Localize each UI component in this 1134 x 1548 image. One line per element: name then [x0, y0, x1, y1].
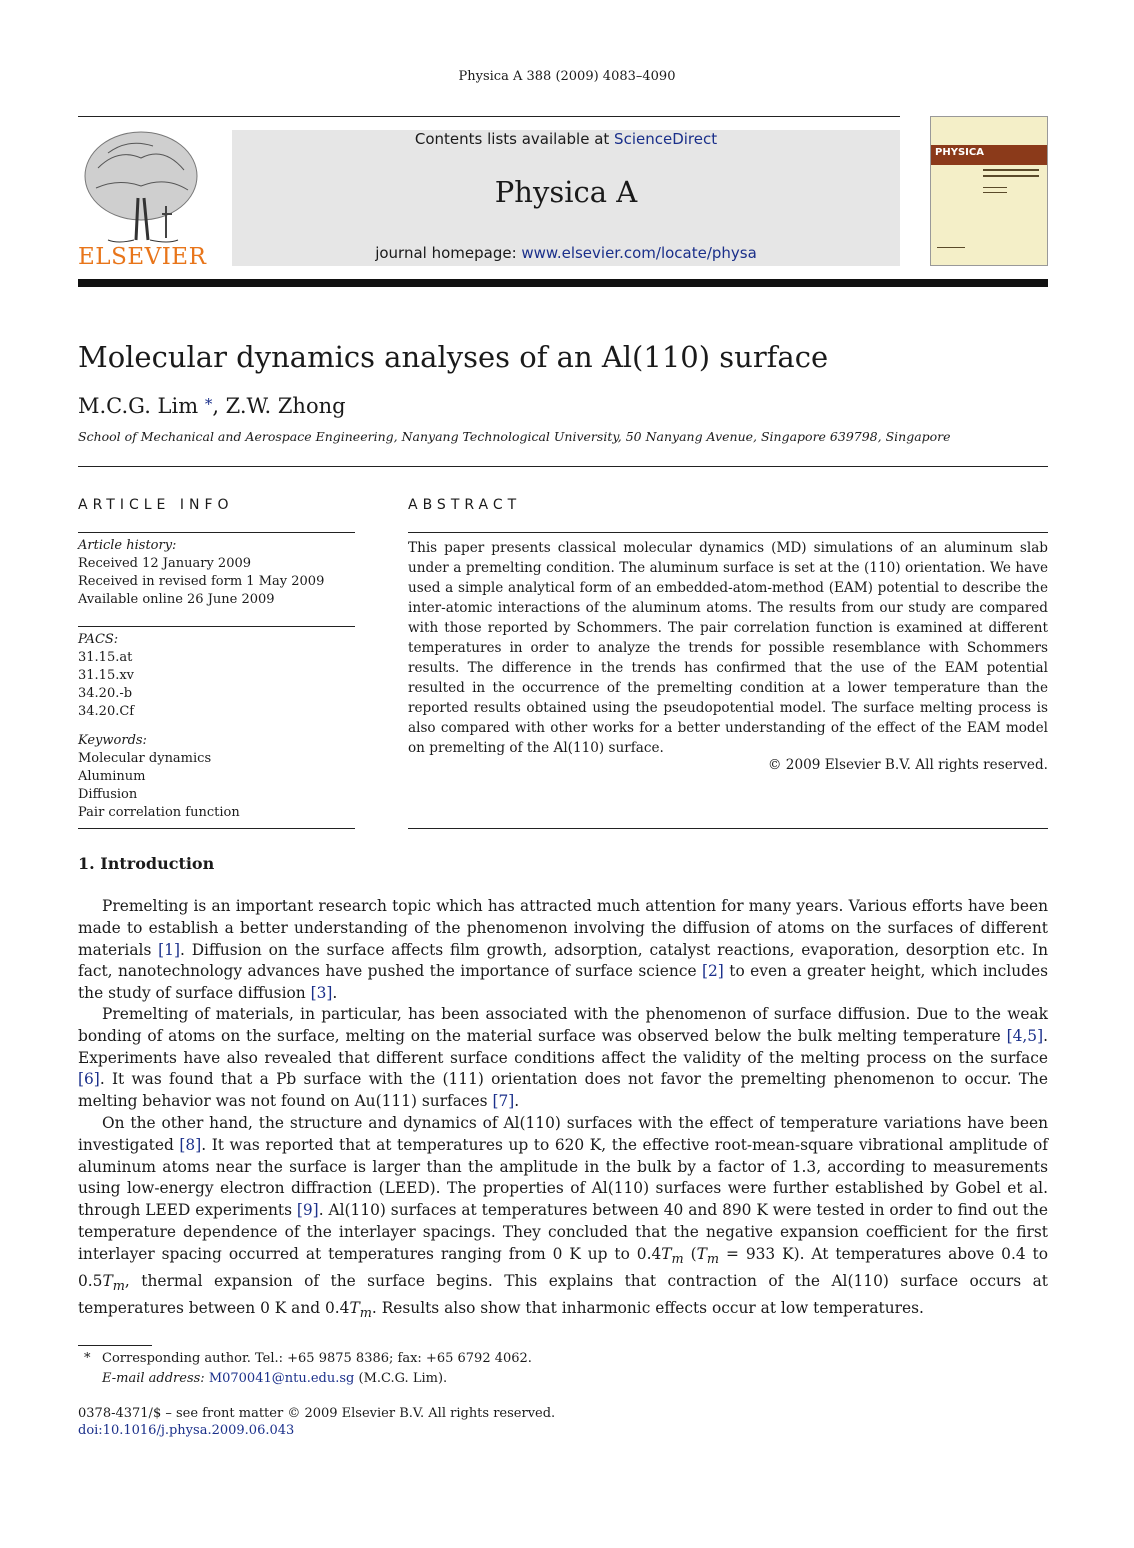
- abstract-heading: ABSTRACT: [408, 497, 522, 513]
- issn-line: 0378-4371/$ – see front matter © 2009 Elsevier B.V. All rights reserved.: [78, 1406, 556, 1421]
- math-symbol: T: [349, 1298, 360, 1317]
- homepage-prefix: journal homepage:: [375, 244, 522, 262]
- text-run: to even a greater height, which includes the study of surface diffusion: [78, 962, 1048, 1003]
- history-revised: Received in revised form 1 May 2009: [78, 574, 325, 589]
- text-run: Premelting of materials, in particular, has been associated with the phenomenon of surface diffusion. Due to the weak bonding of atoms on the surface, melting on the material surface was observed below the bulk melting temperature: [78, 1005, 1048, 1045]
- abstract-rule: [408, 828, 1048, 829]
- abstract-text: This paper presents classical molecular dynamics (MD) simulations of an aluminum slab under a premelting condition. The aluminum surface is set at the (110) orientation. We have used a simple analytical form of an embedded-atom-method (EAM) potential to describe the inter-atomic interactions of the aluminum atoms. The results from our study are compared with those reported by Schommers. The pair correlation function is examined at different temperatures in order to analyze the trends for possible resemblance with Schommers results. The difference in the trends has confirmed that the use of the EAM potential resulted in the occurrence of the premelting condition at a lower temperature than the reported results obtained using the pseudopotential model. The surface melting process is also compared with other works for a better understanding of the effect of the EAM model on premelting of the Al(110) surface.: [408, 540, 1048, 756]
- contents-prefix: Contents lists available at: [414, 130, 615, 148]
- math-subscript: m: [359, 1305, 372, 1321]
- section-heading-introduction: 1. Introduction: [78, 854, 215, 873]
- running-head: Physica A 388 (2009) 4083–4090: [458, 69, 676, 84]
- homepage-link[interactable]: www.elsevier.com/locate/physa: [521, 244, 757, 262]
- keyword: Pair correlation function: [78, 805, 240, 820]
- intro-paragraph: [78, 896, 1048, 1005]
- info-rule: [78, 626, 355, 627]
- pacs-label: PACS:: [78, 632, 119, 647]
- text-run: = 933 K). At temperatures above 0.4 to 0.5: [78, 1244, 1048, 1290]
- author-list: [78, 394, 346, 418]
- sciencedirect-link[interactable]: ScienceDirect: [614, 130, 718, 148]
- keywords-block: [78, 732, 355, 822]
- cover-line: [937, 247, 965, 248]
- affiliation-rule: [78, 466, 1048, 467]
- citation-link[interactable]: [4,5]: [1006, 1026, 1044, 1045]
- affiliation: School of Mechanical and Aerospace Engineering, Nanyang Technological University, 50 Nanyang Avenue, Singapore 639798, Singapore: [78, 429, 951, 444]
- journal-cover-thumbnail: [930, 116, 1048, 266]
- pacs-code: 34.20.-b: [78, 686, 133, 701]
- article-history: [78, 537, 355, 609]
- text-run: . It was reported that at temperatures up to 620 K, the effective root-mean-square vibrational amplitude of aluminum atoms near the surface is larger than the amplitude in the bulk by a factor of 1.3, according to measurements using low-energy electron diffraction (LEED). The properties of Al(110) surfaces were further established by Gobel et al. through LEED experiments: [78, 1135, 1048, 1220]
- journal-name: Physica A: [494, 175, 638, 209]
- email-label: E-mail address:: [102, 1371, 209, 1386]
- text-run: . Al(110) surfaces at temperatures between 40 and 890 K were tested in order to find out the temperature dependence of the interlayer spacings. They concluded that the negative expansion coefficient for the first interlayer spacing occurred at temperatures ranging from 0 K up to 0.4: [78, 1201, 1049, 1263]
- keyword: Diffusion: [78, 787, 138, 802]
- masthead-thick-rule: [78, 279, 1048, 287]
- abstract-copyright: © 2009 Elsevier B.V. All rights reserved.: [767, 757, 1048, 773]
- cover-line: [983, 192, 1007, 193]
- citation-link[interactable]: [6]: [78, 1070, 100, 1089]
- text-run: . Experiments have also revealed that different surface conditions affect the validity of the melting process on the surface: [78, 1026, 1048, 1067]
- text-run: . Diffusion on the surface affects film growth, adsorption, catalyst reactions, evaporation, desorption etc. In fact, nanotechnology advances have pushed the importance of surface science: [78, 940, 1048, 981]
- footnote-email: [102, 1371, 447, 1386]
- citation-link[interactable]: [7]: [492, 1092, 515, 1111]
- cover-line: [983, 169, 1039, 171]
- citation-link[interactable]: [1]: [158, 940, 180, 959]
- author-zhong: , Z.W. Zhong: [212, 394, 346, 418]
- pacs-block: [78, 631, 355, 721]
- masthead-top-rule: [78, 116, 900, 117]
- info-rule: [78, 828, 355, 829]
- intro-paragraph: [78, 1113, 1048, 1324]
- text-run: . It was found that a Pb surface with the (111) orientation does not favor the premelting phenomenon to occur. The melting behavior was not found on Au(111) surfaces: [78, 1070, 1048, 1111]
- corresponding-text: Corresponding author. Tel.: +65 9875 8386; fax: +65 6792 4062.: [102, 1351, 532, 1366]
- doi-link[interactable]: doi:10.1016/j.physa.2009.06.043: [78, 1423, 295, 1438]
- footnote-mark: *: [84, 1351, 91, 1366]
- text-run: .: [514, 1092, 520, 1111]
- math-subscript: m: [706, 1251, 720, 1267]
- author-lim: M.C.G. Lim: [78, 394, 199, 418]
- text-run: Premelting is an important research topic which has attracted much attention for many years. Various efforts have been made to establish a better understanding of the phenomenon involving the diffusion of atoms on the surfaces of different materials: [78, 897, 1048, 959]
- info-rule: [78, 532, 355, 533]
- history-online: Available online 26 June 2009: [78, 592, 275, 607]
- keyword: Aluminum: [78, 769, 146, 784]
- citation-link[interactable]: [9]: [296, 1201, 319, 1220]
- citation-link[interactable]: [8]: [179, 1135, 202, 1154]
- keyword: Molecular dynamics: [78, 751, 212, 766]
- history-received: Received 12 January 2009: [78, 556, 252, 571]
- abstract-rule: [408, 532, 1048, 533]
- math-symbol: T: [102, 1271, 113, 1290]
- citation-link[interactable]: [3]: [310, 984, 333, 1003]
- pacs-code: 31.15.at: [78, 650, 133, 665]
- math-subscript: m: [112, 1278, 125, 1294]
- text-run: . Results also show that inharmonic effects occur at low temperatures.: [371, 1298, 924, 1317]
- text-run: , thermal expansion of the surface begins. This explains that contraction of the Al(110) surface occurs at temperatures between 0 K and 0.4: [78, 1271, 1048, 1317]
- math-symbol: T: [696, 1244, 707, 1263]
- cover-line: [983, 175, 1039, 177]
- intro-paragraph: [78, 1004, 1048, 1113]
- footnote-corresponding: [78, 1351, 532, 1366]
- email-suffix: (M.C.G. Lim).: [354, 1371, 448, 1386]
- history-label: Article history:: [78, 538, 177, 553]
- elsevier-wordmark: ELSEVIER: [78, 244, 207, 270]
- contents-line: [232, 130, 900, 148]
- citation-link[interactable]: [2]: [702, 962, 724, 981]
- keywords-label: Keywords:: [78, 733, 147, 748]
- article-title: Molecular dynamics analyses of an Al(110) surface: [78, 340, 829, 374]
- pacs-code: 34.20.Cf: [78, 704, 135, 719]
- cover-title: PHYSICA: [935, 147, 984, 158]
- email-link[interactable]: M070041@ntu.edu.sg: [208, 1371, 355, 1386]
- pacs-code: 31.15.xv: [78, 668, 135, 683]
- math-subscript: m: [671, 1251, 684, 1267]
- text-run: On the other hand, the structure and dynamics of Al(110) surfaces with the effect of temperature variations have been investigated: [78, 1114, 1048, 1154]
- math-symbol: T: [661, 1244, 672, 1263]
- text-run: (: [683, 1244, 697, 1263]
- article-info-heading: ARTICLE INFO: [78, 497, 234, 513]
- corresponding-author-mark[interactable]: *: [204, 395, 213, 413]
- homepage-line: [232, 244, 900, 262]
- text-run: .: [332, 984, 338, 1003]
- cover-line: [983, 187, 1007, 188]
- footnote-rule: [78, 1345, 152, 1346]
